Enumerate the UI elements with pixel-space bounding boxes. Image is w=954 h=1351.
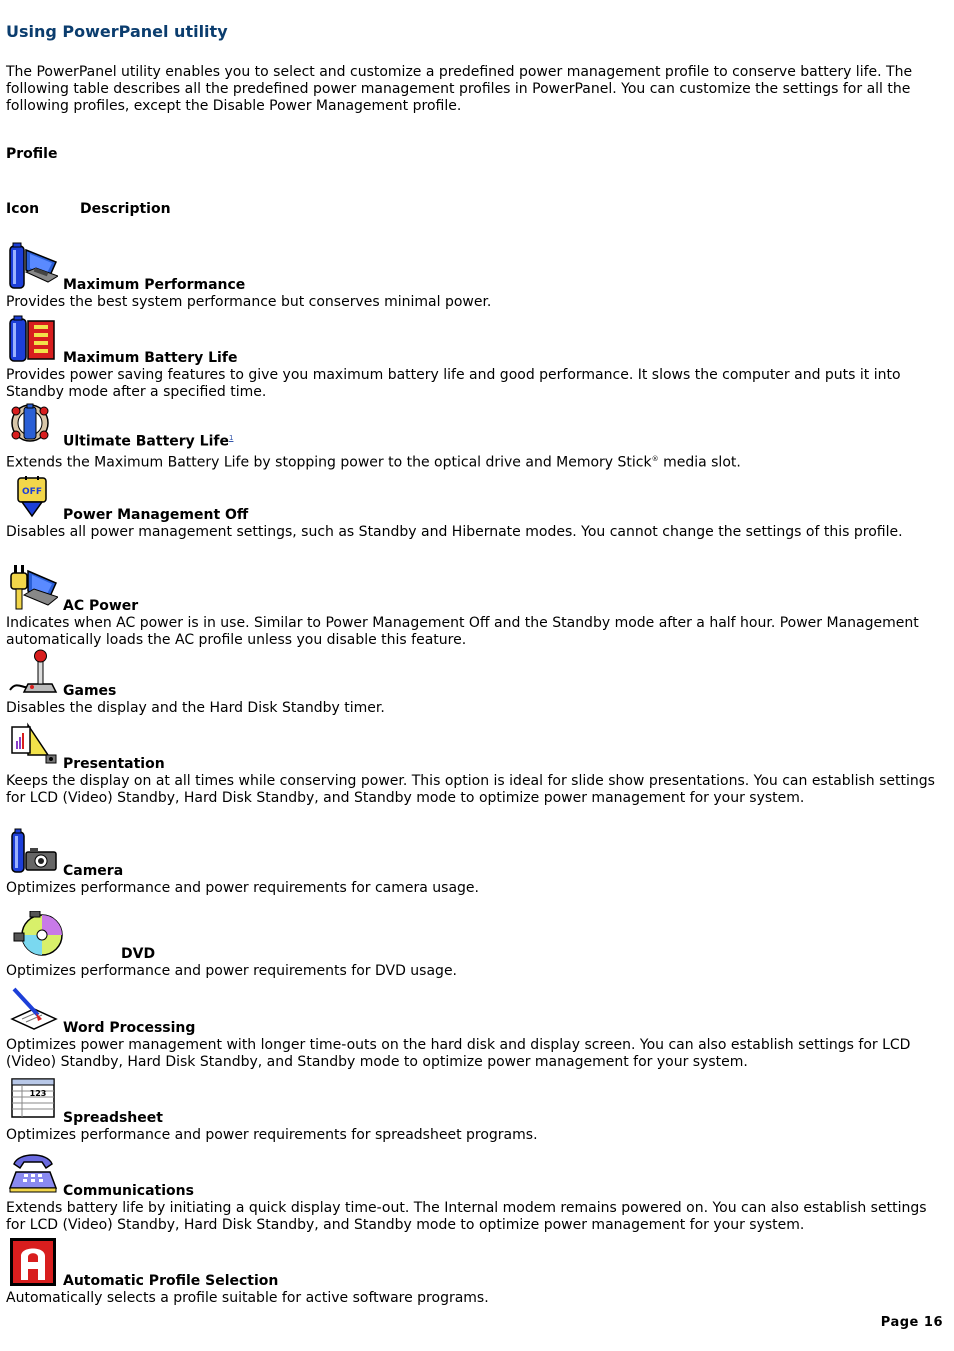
ultimate-battery-icon xyxy=(8,399,58,449)
profile-name: Spreadsheet xyxy=(63,1110,163,1126)
profile-entry xyxy=(6,399,946,472)
profile-entry xyxy=(6,648,946,717)
auto-profile-icon xyxy=(8,1238,58,1288)
footnote-link[interactable]: 1 xyxy=(228,434,234,443)
ac-plug-laptop-icon xyxy=(8,563,58,613)
profile-entry xyxy=(6,1238,946,1307)
profile-name: Games xyxy=(63,683,117,699)
profile-description: Optimizes performance and power requirements for spreadsheet programs. xyxy=(6,1127,538,1143)
page-number: Page 16 xyxy=(880,1315,943,1330)
profile-entry xyxy=(6,1148,946,1234)
off-label: OFF xyxy=(22,487,42,497)
spreadsheet-icon xyxy=(8,1075,58,1125)
profile-description: Automatically selects a profile suitable for active software programs. xyxy=(6,1290,489,1306)
profile-description-text-end: media slot. xyxy=(658,454,741,471)
profile-description: Indicates when AC power is in use. Similar to Power Management Off and the Standby mode after a half hour. Power Management automatically loads the AC profile unless you disable this feature. xyxy=(6,615,919,648)
profile-name: AC Power xyxy=(63,598,139,614)
camera-icon xyxy=(8,828,58,878)
intro-paragraph: The PowerPanel utility enables you to select and customize a predefined power management profile to conserve battery life. The following table describes all the predefined power management profiles in PowerPanel. You can customize the settings for all the following profiles, except the Disable Power Management profile. xyxy=(6,64,913,114)
profile-name: Automatic Profile Selection xyxy=(63,1273,279,1289)
profile-entry xyxy=(6,242,946,311)
profile-name: Maximum Battery Life xyxy=(63,350,238,366)
dvd-icon xyxy=(12,911,68,961)
profile-name: DVD xyxy=(121,946,156,962)
profile-description: Optimizes performance and power requirements for DVD usage. xyxy=(6,963,458,979)
profile-name: Maximum Performance xyxy=(63,277,246,293)
profile-description-text: Extends the Maximum Battery Life by stopping power to the optical drive and Memory Stick xyxy=(6,454,652,471)
profile-entry xyxy=(6,472,946,541)
profile-name: Power Management Off xyxy=(63,507,249,523)
profile-description: Provides power saving features to give you maximum battery life and good performance. It slows the computer and puts it into Standby mode after a specified time. xyxy=(6,367,901,400)
profile-entry xyxy=(6,721,946,807)
joystick-icon xyxy=(8,648,58,698)
profile-name: Camera xyxy=(63,863,124,879)
profile-entry xyxy=(6,563,946,649)
profile-description: Keeps the display on at all times while conserving power. This option is ideal for slide show presentations. You can establish settings for LCD (Video) Standby, Hard Disk Standby, and Standby mode to optimize power management for your system. xyxy=(6,773,935,806)
profile-description: Optimizes performance and power requirements for camera usage. xyxy=(6,880,479,896)
profile-name-text: Ultimate Battery Life xyxy=(63,434,229,450)
column-header-icon: Icon xyxy=(6,201,40,217)
profile-entry xyxy=(6,1075,946,1144)
spreadsheet-number: 123 xyxy=(29,1089,47,1098)
profile-entry xyxy=(6,828,946,897)
page-title: Using PowerPanel utility xyxy=(6,22,228,41)
profile-name: Presentation xyxy=(63,756,165,772)
profile-entry xyxy=(6,985,946,1071)
phone-icon xyxy=(8,1148,58,1198)
word-processing-icon xyxy=(8,985,58,1035)
column-header-description: Description xyxy=(80,201,171,217)
profile-description: Extends battery life by initiating a quick display time-out. The Internal modem remains powered on. You can also establish settings for LCD (Video) Standby, Hard Disk Standby, and Standby mode to optimize power management for your system. xyxy=(6,1200,927,1233)
profile-name: Communications xyxy=(63,1183,194,1199)
profile-entry xyxy=(6,911,946,980)
profile-description: Disables the display and the Hard Disk Standby timer. xyxy=(6,700,385,716)
profile-name: Word Processing xyxy=(63,1020,196,1036)
profile-entry xyxy=(6,315,946,401)
battery-red-icon xyxy=(8,315,58,365)
profile-description: Provides the best system performance but conserves minimal power. xyxy=(6,294,492,310)
profile-description: Optimizes power management with longer time-outs on the hard disk and display screen. You can also establish settings for LCD (Video) Standby, Hard Disk Standby, and Standby mode to optimize power management for your system. xyxy=(6,1037,911,1070)
power-off-icon xyxy=(8,472,58,522)
profile-name xyxy=(63,430,233,451)
registered-mark: ® xyxy=(651,455,659,463)
section-label: Profile xyxy=(6,146,58,162)
profile-description xyxy=(6,451,946,472)
profile-description: Disables all power management settings, such as Standby and Hibernate modes. You cannot change the settings of this profile. xyxy=(6,524,903,540)
battery-laptop-icon xyxy=(8,242,58,292)
presentation-icon xyxy=(8,721,58,771)
